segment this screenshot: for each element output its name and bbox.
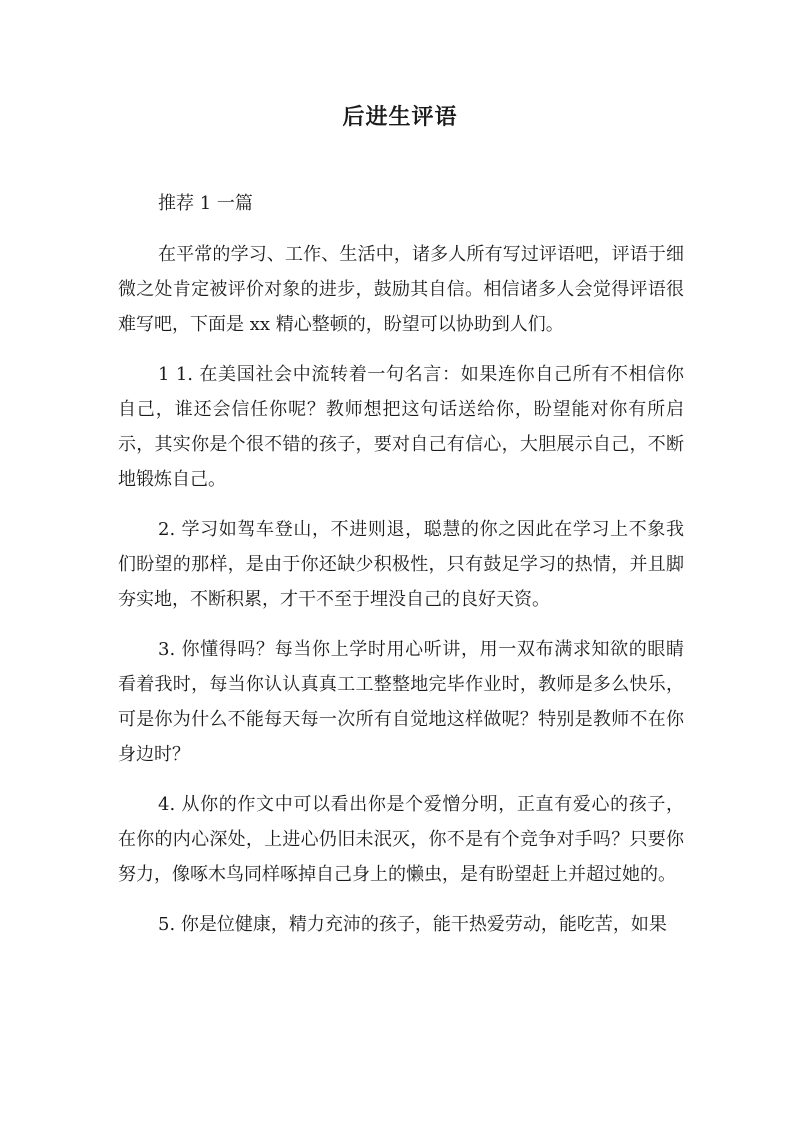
- paragraph-recommend: 推荐 1 一篇: [158, 193, 253, 214]
- document-title: 后进生评语: [342, 104, 458, 130]
- paragraph-item-1: 1 1. 在美国社会中流转着一句名言：如果连你自己所有不相信你自己，谁还会信任你呢？教师想把这句话送给你，盼望能对你有所启示，其实你是个很不错的孩子，要对自己有信心，大胆展示自己，不断地锻炼自己。: [118, 364, 684, 490]
- paragraph-item-2: 2. 学习如驾车登山，不进则退，聪慧的你之因此在学习上不象我们盼望的那样，是由于你还缺少积极性，只有鼓足学习的热情，并且脚夯实地，不断积累，才干不至于埋没自己的良好天资。: [118, 519, 684, 610]
- paragraph-item-3: 3. 你懂得吗？每当你上学时用心听讲，用一双布满求知欲的眼睛看着我时，每当你认认真真工工整整地完毕作业时，教师是多么快乐，可是你为什么不能每天每一次所有自觉地这样做呢？特别是教师不在你身边时？: [118, 639, 684, 765]
- document-body: [118, 186, 684, 957]
- paragraph-item-4: 4. 从你的作文中可以看出你是个爱憎分明，正直有爱心的孩子，在你的内心深处，上进心仍旧未泯灭，你不是有个竞争对手吗？只要你努力，像啄木鸟同样啄掉自己身上的懒虫，是有盼望赶上并超过她的。: [118, 794, 684, 885]
- paragraph-item-5: 5. 你是位健康，精力充沛的孩子，能干热爱劳动，能吃苦，如果: [158, 914, 667, 935]
- paragraph-intro: 在平常的学习、工作、生活中，诸多人所有写过评语吧，评语于细微之处肯定被评价对象的进步，鼓励其自信。相信诸多人会觉得评语很难写吧，下面是 xx 精心整顿的，盼望可以协助到人们。: [118, 244, 684, 335]
